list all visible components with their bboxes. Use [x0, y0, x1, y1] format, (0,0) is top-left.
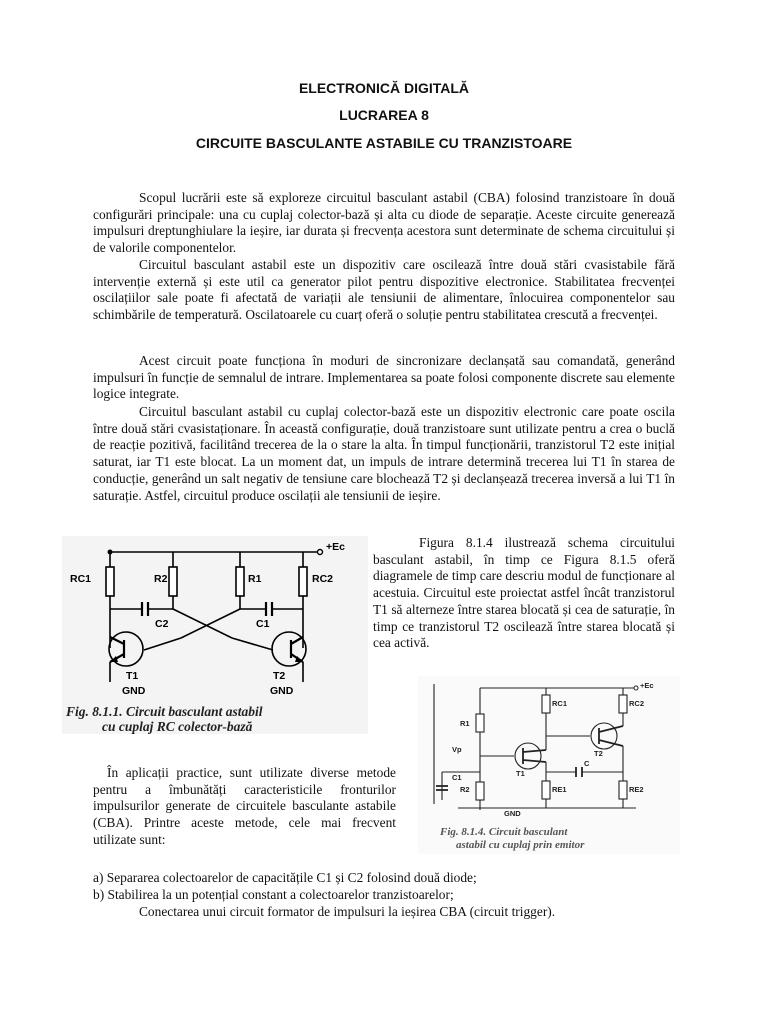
fig2-t2-label: T2 [594, 749, 603, 758]
paragraph-4: Circuitul basculant astabil cu cuplaj colector-bază este un dispozitiv electronic care poate oscila între două stări cvasistaționare. În această configurație, două tranzistoare sunt utilizate pentru a crea o buclă de reacție pozitivă, facilitând trecerea de la o stare la alta. În timpul funcționării, tranzistorul T2 este inițial saturat, iar T1 este blocat. La un moment dat, un impuls de intrare determină trecerea lui T1 în starea de conducție, generând un salt negativ de tensiune care blochează T2 și declanșează trecerea inversă a lui T1 în saturație. Astfel, circuitul produce oscilații ale tensiunii de ieșire. [93, 404, 675, 503]
list-item-c: Conectarea unui circuit formator de impulsuri la ieșirea CBA (circuit trigger). [139, 904, 556, 919]
fig2-caption-line2: astabil cu cuplaj prin emitor [456, 839, 585, 851]
fig2-c1-label: C1 [452, 773, 462, 782]
fig1-supply-label: +Ec [326, 541, 345, 553]
document-title: ELECTRONICĂ DIGITALĂ [298, 80, 470, 96]
fig1-caption-line2: cu cuplaj RC colector-bază [102, 719, 253, 734]
figure-8-1-1 [62, 536, 368, 734]
fig2-gnd-label: GND [504, 809, 521, 818]
paragraph-1: Scopul lucrării este să exploreze circuitul basculant astabil (CBA) folosind tranzistoare în două configurări principale: una cu cuplaj colector-bază și alta cu diode de separație. Aceste circuite generează impulsuri dreptunghiulare la ieșire, iar durata și frecvența acestora sunt determinate de schema circuitului și de valorile componentelor. [93, 190, 675, 256]
fig2-vp-label: Vp [452, 745, 462, 754]
lab-number: LUCRAREA 8 [339, 107, 429, 123]
fig2-caption-line1: Fig. 8.1.4. Circuit basculant [440, 826, 568, 838]
fig2-r2-label: R2 [460, 785, 470, 794]
fig1-t1-label: T1 [126, 670, 139, 682]
fig1-gnd-left-label: GND [122, 685, 146, 697]
fig2-c-label: C [584, 759, 590, 768]
list-item-a: a) Separarea colectoarelor de capacitățile C1 și C2 folosind două diode; [93, 870, 477, 885]
fig1-c2-label: C2 [155, 618, 169, 630]
fig2-re2-label: RE2 [629, 785, 644, 794]
paragraph-2: Circuitul basculant astabil este un dispozitiv care oscilează între două stări cvasistabile fără intervenție externă și este util ca generator pilot pentru dispozitive electronice. Stabilitatea frecvenței oscilațiilor sale poate fi afectată de variații ale tensiunii de alimentare, înlocuirea componentelor sau schimbările de temperatură. Oscilatoarele cu cuarț oferă o soluție pentru stabilitatea crescută a frecvenței. [93, 257, 675, 323]
fig2-rc2-label: RC2 [629, 699, 645, 708]
list-item-b: b) Stabilirea la un potențial constant a colectoarelor tranzistoarelor; [93, 887, 454, 902]
fig1-caption-line1: Fig. 8.1.1. Circuit basculant astabil [66, 704, 263, 719]
paragraph-5: Figura 8.1.4 ilustrează schema circuitului basculant astabil, în timp ce Figura 8.1.5 oferă diagramele de timp care descriu modul de funcționare al acestuia. Circuitul este proiectat astfel încât tranzistorul T1 să alterneze între starea blocată și cea de saturație, în timp ce tranzistorul T2 oscilează între starea blocată și cea activă. [373, 535, 675, 651]
fig1-rc2-label: RC2 [312, 573, 334, 585]
figure-8-1-4 [418, 676, 680, 854]
fig1-rc1-label: RC1 [70, 573, 92, 585]
fig1-r2-label: R2 [154, 573, 168, 585]
lab-subtitle: CIRCUITE BASCULANTE ASTABILE CU TRANZISTOARE [195, 135, 573, 151]
fig2-t1-label: T1 [516, 769, 525, 778]
fig2-rc1-label: RC1 [552, 699, 568, 708]
paragraph-6: În aplicații practice, sunt utilizate diverse metode pentru a îmbunătăți caracteristicile fronturilor impulsurilor generate de circuitele basculante astabile (CBA). Printre aceste metode, cele mai frecvent utilizate sunt: [93, 765, 396, 847]
fig1-c1-label: C1 [256, 618, 270, 630]
fig1-r1-label: R1 [248, 573, 262, 585]
fig2-supply-label: +Ec [640, 681, 654, 690]
paragraph-3: Acest circuit poate funcționa în moduri de sincronizare declanșată sau comandată, generând impulsuri în funcție de semnalul de intrare. Implementarea sa poate folosi componente discrete sau elemente logice integrate. [93, 353, 675, 402]
fig1-gnd-right-label: GND [270, 685, 294, 697]
fig1-t2-label: T2 [273, 670, 286, 682]
fig2-re1-label: RE1 [552, 785, 567, 794]
fig2-r1-label: R1 [460, 719, 470, 728]
